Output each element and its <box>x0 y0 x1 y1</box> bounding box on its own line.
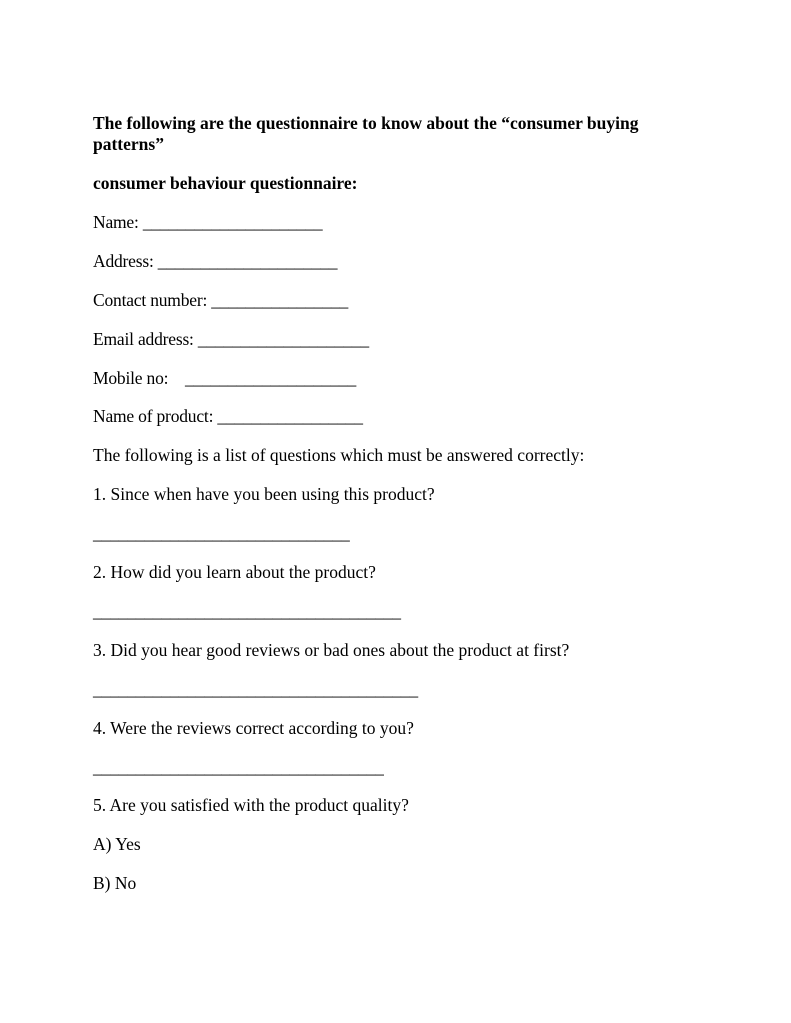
instructions-text: The following is a list of questions which must be answered correctly: <box>93 445 585 465</box>
contact-number-field[interactable]: Contact number: ________________ <box>93 290 349 310</box>
answer-line-3[interactable]: ______________________________________ <box>93 679 418 699</box>
name-of-product-field[interactable]: Name of product: _________________ <box>93 406 363 426</box>
option-no[interactable]: B) No <box>93 873 137 893</box>
page-title: The following are the questionnaire to know about the “consumer buying patterns” <box>93 113 639 154</box>
name-field[interactable]: Name: _____________________ <box>93 212 323 232</box>
option-yes[interactable]: A) Yes <box>93 834 141 854</box>
answer-line-1[interactable]: ______________________________ <box>93 523 350 543</box>
answer-line-4[interactable]: __________________________________ <box>93 757 384 777</box>
page-subtitle: consumer behaviour questionnaire: <box>93 173 358 193</box>
question-3: 3. Did you hear good reviews or bad ones about the product at first? <box>93 640 570 660</box>
question-5: 5. Are you satisfied with the product quality? <box>93 795 409 815</box>
question-1: 1. Since when have you been using this product? <box>93 484 435 504</box>
address-field[interactable]: Address: _____________________ <box>93 251 338 271</box>
question-2: 2. How did you learn about the product? <box>93 562 376 582</box>
question-4: 4. Were the reviews correct according to you? <box>93 718 414 738</box>
answer-line-2[interactable]: ____________________________________ <box>93 601 401 621</box>
mobile-no-field[interactable]: Mobile no: ____________________ <box>93 368 356 388</box>
email-address-field[interactable]: Email address: ____________________ <box>93 329 369 349</box>
